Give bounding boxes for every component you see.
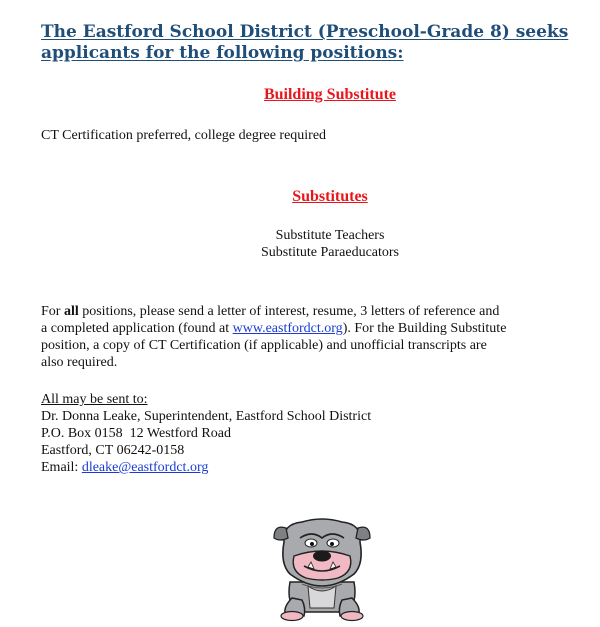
contact-city: Eastford, CT 06242-0158 xyxy=(41,443,185,458)
building-substitute-description: CT Certification preferred, college degree required xyxy=(41,128,327,143)
headline-line-2: applicants for the following positions: xyxy=(41,43,404,63)
substitutes-title: Substitutes xyxy=(292,188,368,205)
headline xyxy=(41,22,571,64)
instructions-line-3: position, a copy of CT Certification (if applicable) and unofficial transcripts are xyxy=(41,338,487,353)
email-link[interactable]: dleake@eastfordct.org xyxy=(81,460,209,475)
website-link[interactable]: www.eastfordct.org xyxy=(232,321,343,336)
bulldog-mascot-icon xyxy=(268,512,376,622)
headline-line-1: The Eastford School District (Preschool-Grade 8) seeks xyxy=(41,22,569,42)
instructions-line-2 xyxy=(41,321,506,338)
instructions-emphasis: all xyxy=(63,304,79,319)
substitute-paraeducators-item: Substitute Paraeducators xyxy=(260,245,400,260)
substitute-teachers-item: Substitute Teachers xyxy=(275,228,385,243)
contact-email-line xyxy=(41,460,208,477)
instructions-line-1 xyxy=(41,304,499,321)
building-substitute-title: Building Substitute xyxy=(263,86,397,103)
email-label: Email: xyxy=(41,460,82,475)
instructions-line-4: also required. xyxy=(41,355,118,370)
instructions-text: positions, please send a letter of interest, resume, 3 letters of reference and xyxy=(78,304,500,319)
contact-name: Dr. Donna Leake, Superintendent, Eastford School District xyxy=(41,409,372,424)
contact-po-box: P.O. Box 0158 12 Westford Road xyxy=(41,426,231,441)
contact-heading: All may be sent to: xyxy=(41,392,148,407)
instructions-text: For xyxy=(41,304,64,319)
instructions-text: ). For the Building Substitute xyxy=(342,321,507,336)
instructions-text: a completed application (found at xyxy=(41,321,233,336)
